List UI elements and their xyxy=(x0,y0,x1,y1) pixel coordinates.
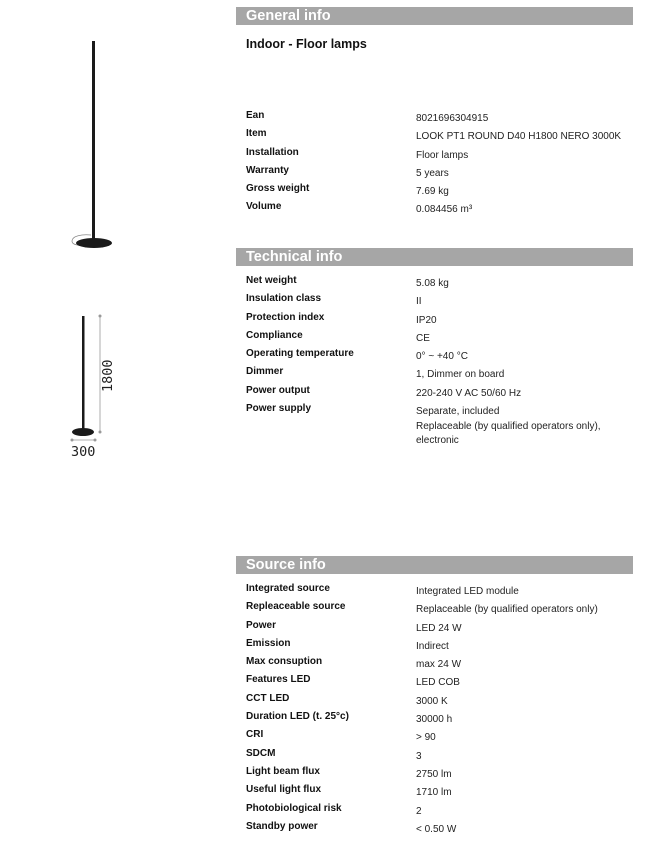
spec-row xyxy=(236,766,633,784)
spec-label: Useful light flux xyxy=(246,784,321,796)
spec-value: LOOK PT1 ROUND D40 H1800 NERO 3000K xyxy=(416,131,622,143)
spec-row xyxy=(236,128,633,146)
spec-value: II xyxy=(416,296,422,308)
spec-row xyxy=(236,403,633,451)
spec-value: 220-240 V AC 50/60 Hz xyxy=(416,387,522,399)
spec-label: Duration LED (t. 25°c) xyxy=(246,711,349,723)
product-category: Indoor - Floor lamps xyxy=(246,37,367,51)
spec-row xyxy=(236,583,633,601)
spec-value: max 24 W xyxy=(416,659,462,671)
spec-row xyxy=(236,748,633,766)
spec-row xyxy=(236,183,633,201)
source-info-rows xyxy=(236,583,633,839)
spec-value: Integrated LED module xyxy=(416,586,519,597)
spec-row xyxy=(236,366,633,384)
spec-row xyxy=(236,293,633,311)
spec-label: SDCM xyxy=(246,747,276,759)
spec-value: 1, Dimmer on board xyxy=(416,369,505,381)
spec-row xyxy=(236,674,633,692)
spec-row xyxy=(236,312,633,330)
spec-value: 0° ~ +40 °C xyxy=(416,351,468,363)
spec-row xyxy=(236,784,633,802)
spec-label: Emission xyxy=(246,637,291,649)
spec-label: Power xyxy=(246,619,277,631)
floor-lamp-image xyxy=(64,38,120,256)
spec-value: Indirect xyxy=(416,640,449,652)
spec-value: 2750 lm xyxy=(416,768,452,780)
spec-row xyxy=(236,330,633,348)
spec-row xyxy=(236,656,633,674)
spec-label: Features LED xyxy=(246,674,311,686)
spec-row xyxy=(236,201,633,219)
general-info-header: General info xyxy=(236,7,633,25)
spec-row xyxy=(236,729,633,747)
technical-info-section xyxy=(236,248,633,451)
spec-label: Ean xyxy=(246,110,265,121)
spec-label: Warranty xyxy=(246,164,289,176)
spec-value: 5.08 kg xyxy=(416,278,449,289)
spec-label: Power supply xyxy=(246,403,312,415)
spec-value: 0.084456 m³ xyxy=(416,204,473,216)
technical-info-rows xyxy=(236,275,633,451)
spec-label: Installation xyxy=(246,146,299,158)
spec-value: 5 years xyxy=(416,167,449,179)
spec-label: CCT LED xyxy=(246,692,290,704)
spec-row xyxy=(236,821,633,839)
spec-value: LED COB xyxy=(416,677,460,689)
spec-row xyxy=(236,601,633,619)
spec-value: 2 xyxy=(416,805,422,817)
spec-label: CRI xyxy=(246,729,264,741)
spec-value: > 90 xyxy=(416,732,436,744)
spec-row xyxy=(236,110,633,128)
height-dimension-label: 1800 xyxy=(100,359,116,392)
spec-row xyxy=(236,803,633,821)
source-info-header: Source info xyxy=(236,556,633,574)
spec-row xyxy=(236,620,633,638)
spec-value: 7.69 kg xyxy=(416,186,449,198)
spec-value: 1710 lm xyxy=(416,787,452,799)
spec-row xyxy=(236,385,633,403)
width-dimension-label: 300 xyxy=(71,444,96,460)
spec-value-line: Separate, included xyxy=(416,406,500,418)
spec-label: Light beam flux xyxy=(246,765,320,777)
spec-label: Photobiological risk xyxy=(246,802,342,814)
source-info-section xyxy=(236,556,633,839)
spec-value: IP20 xyxy=(416,314,437,326)
spec-value-line: Replaceable (by qualified operators only), xyxy=(416,420,601,432)
spec-label: Net weight xyxy=(246,275,297,286)
spec-label: Integrated source xyxy=(246,583,330,594)
spec-row xyxy=(236,693,633,711)
spec-value-line: electronic xyxy=(416,435,459,447)
spec-label: Standby power xyxy=(246,820,318,832)
spec-value: 3000 K xyxy=(416,695,448,707)
spec-row xyxy=(236,165,633,183)
spec-label: Max consuption xyxy=(246,656,323,668)
spec-label: Gross weight xyxy=(246,183,310,195)
spec-value: Floor lamps xyxy=(416,149,469,161)
spec-label: Compliance xyxy=(246,329,303,341)
spec-label: Volume xyxy=(246,201,282,213)
spec-row xyxy=(236,147,633,165)
technical-info-header: Technical info xyxy=(236,248,633,266)
spec-row xyxy=(236,275,633,293)
general-info-rows xyxy=(236,110,633,220)
spec-label: Item xyxy=(246,128,267,140)
spec-label: Insulation class xyxy=(246,293,322,305)
spec-row xyxy=(236,638,633,656)
spec-row xyxy=(236,711,633,729)
spec-value: LED 24 W xyxy=(416,622,462,634)
spec-value: Replaceable (by qualified operators only) xyxy=(416,604,598,616)
spec-label: Repleaceable source xyxy=(246,601,346,613)
spec-label: Operating temperature xyxy=(246,348,354,360)
spec-row xyxy=(236,348,633,366)
spec-value: 8021696304915 xyxy=(416,113,489,124)
spec-label: Power output xyxy=(246,384,310,396)
spec-label: Protection index xyxy=(246,311,325,323)
spec-value: 3 xyxy=(416,750,422,762)
spec-value: < 0.50 W xyxy=(416,823,457,835)
spec-value xyxy=(416,405,601,449)
spec-label: Dimmer xyxy=(246,366,284,378)
spec-value: CE xyxy=(416,332,430,344)
spec-value: 30000 h xyxy=(416,714,453,726)
general-info-section xyxy=(236,7,633,220)
